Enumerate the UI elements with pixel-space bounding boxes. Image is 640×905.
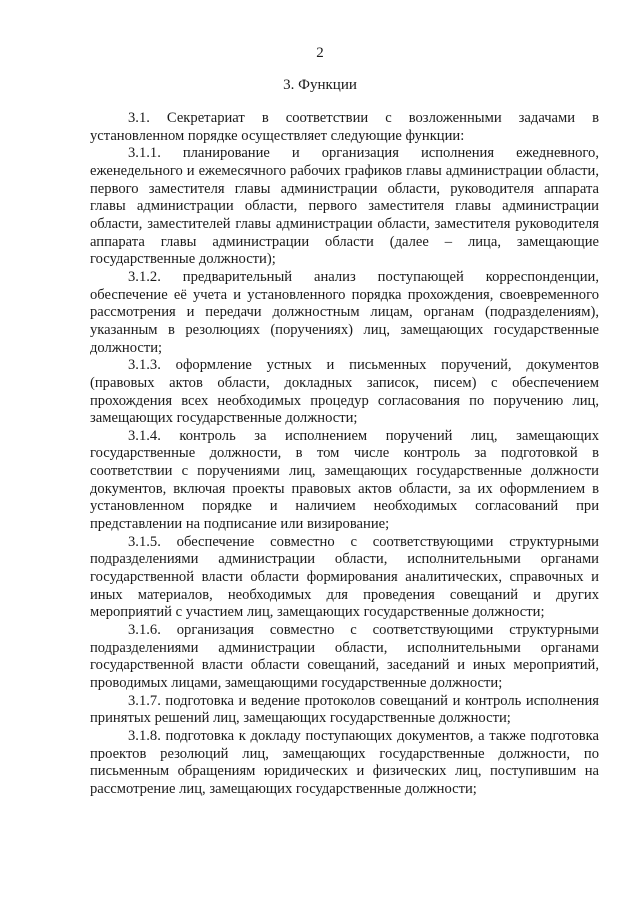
section-title: 3. Функции xyxy=(283,77,357,93)
paragraph-3-1-1: 3.1.1. планирование и организация исполнения ежедневного, еженедельного и ежемесячного рабочих графиков главы администрации области, первого заместителя главы администрации области, руководителя аппарата главы администрации области, первого заместителя главы администрации области, заместителей главы администрации области, заместителя руководителя аппарата главы администрации области (далее – лица, замещающие государственные должности); xyxy=(90,145,599,268)
paragraph-3-1-7: 3.1.7. подготовка и ведение протоколов совещаний и контроль исполнения принятых решений лиц, замещающих государственные должности; xyxy=(90,692,599,727)
body-text xyxy=(90,110,599,799)
paragraph-3-1: 3.1. Секретариат в соответствии с возложенными задачами в установленном порядке осуществляет следующие функции: xyxy=(90,110,599,144)
paragraph-3-1-5: 3.1.5. обеспечение совместно с соответствующими структурными подразделениями администрации области, исполнительными органами государственной власти области формирования аналитических, справочных и иных материалов, необходимых для проведения совещаний и других мероприятий с участием лиц, замещающих государственные должности; xyxy=(90,533,599,621)
page-number: 2 xyxy=(316,45,324,61)
paragraph-3-1-8: 3.1.8. подготовка к докладу поступающих документов, а также подготовка проектов резолюций лиц, замещающих государственные должности, по письменным обращениям юридических и физических лиц, поступившим на рассмотрение лиц, замещающих государственные должности; xyxy=(90,727,599,797)
paragraph-3-1-2: 3.1.2. предварительный анализ поступающей корреспонденции, обеспечение её учета и установленного порядка прохождения, своевременного рассмотрения и передачи должностным лицам, органам (подразделениям), указанным в резолюциях (поручениях) лиц, замещающих государственные должности; xyxy=(90,268,599,356)
paragraph-3-1-3: 3.1.3. оформление устных и письменных поручений, документов (правовых актов области, докладных записок, писем) с обеспечением прохождения всех необходимых процедур согласования по поручению лиц, замещающих государственные должности; xyxy=(90,357,599,427)
paragraph-3-1-6: 3.1.6. организация совместно с соответствующими структурными подразделениями администрации области, исполнительными органами государственной власти области совещаний, заседаний и иных мероприятий, проводимых лицами, замещающими государственные должности; xyxy=(90,622,599,691)
paragraph-3-1-4: 3.1.4. контроль за исполнением поручений лиц, замещающих государственные должности, в том числе контроль за подготовкой в соответствии с поручениями лиц, замещающих государственные должности документов, включая проекты правовых актов области, за их оформлением в установленном порядке и наличием необходимых согласований при представлении на подписание или визирование; xyxy=(90,427,599,533)
